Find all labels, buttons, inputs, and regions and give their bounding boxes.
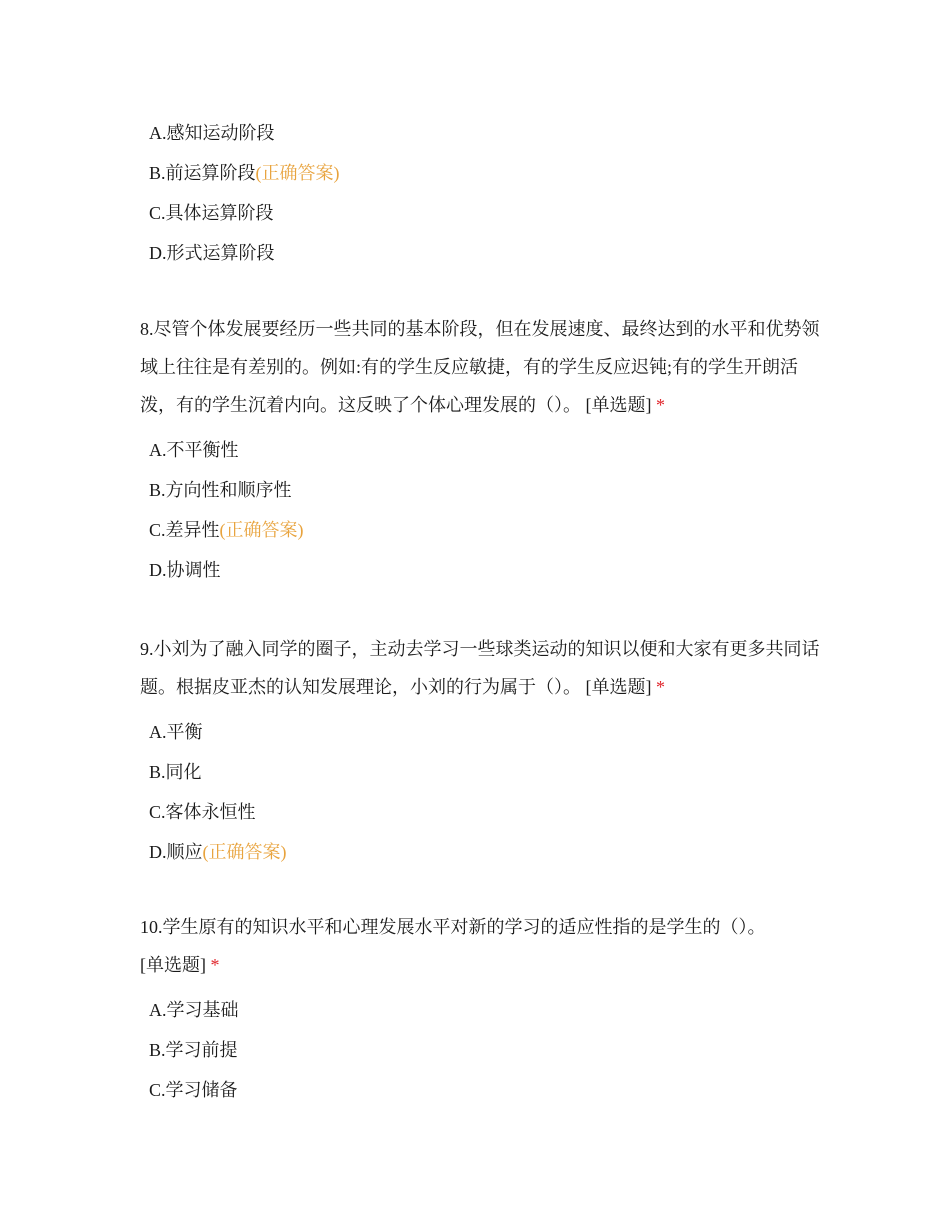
- option-label: B.学习前提: [149, 1040, 238, 1060]
- option-label: C.学习储备: [149, 1080, 238, 1100]
- option-label: C.客体永恒性: [149, 802, 256, 822]
- option-label: B.前运算阶段: [149, 163, 256, 183]
- question-10-option-b[interactable]: [140, 1030, 820, 1070]
- question-stem: 10.学生原有的知识水平和心理发展水平对新的学习的适应性指的是学生的（）。: [140, 917, 766, 937]
- question-type-tag: [单选题]: [585, 677, 652, 697]
- question-8-option-b[interactable]: [140, 470, 820, 510]
- question-7-options: [140, 113, 820, 273]
- question-9-block: [140, 630, 820, 872]
- option-label: A.不平衡性: [149, 440, 239, 460]
- correct-answer-note: (正确答案): [255, 163, 340, 183]
- required-star: *: [656, 677, 665, 697]
- option-label: C.差异性: [149, 520, 220, 540]
- question-8-text: [140, 310, 820, 424]
- question-9-option-b[interactable]: [140, 752, 820, 792]
- option-label: D.协调性: [149, 560, 221, 580]
- question-type-tag: [单选题]: [140, 955, 206, 975]
- question-stem: 8.尽管个体发展要经历一些共同的基本阶段，但在发展速度、最终达到的水平和优势领域上往往是有差别的。例如:有的学生反应敏捷，有的学生反应迟钝;有的学生开朗活泼，有的学生沉着内向。这反映了个体心理发展的（）。: [140, 319, 820, 415]
- question-stem: 9.小刘为了融入同学的圈子，主动去学习一些球类运动的知识以便和大家有更多共同话题。根据皮亚杰的认知发展理论，小刘的行为属于（）。: [140, 639, 820, 697]
- question-8-option-c[interactable]: [140, 510, 820, 550]
- question-10-option-a[interactable]: [140, 990, 820, 1030]
- question-9-option-d[interactable]: [140, 832, 820, 872]
- question-9-text: [140, 630, 820, 706]
- question-7-option-a[interactable]: [140, 113, 820, 153]
- required-star: *: [656, 395, 665, 415]
- question-7-option-d[interactable]: [140, 233, 820, 273]
- question-8-options: [140, 430, 820, 590]
- option-label: B.同化: [149, 762, 202, 782]
- required-star: *: [210, 955, 220, 975]
- question-7-block: [140, 113, 820, 273]
- option-label: D.顺应: [149, 842, 203, 862]
- question-10-text: [140, 908, 820, 984]
- question-type-tag: [单选题]: [585, 395, 652, 415]
- question-7-option-c[interactable]: [140, 193, 820, 233]
- question-8-option-a[interactable]: [140, 430, 820, 470]
- question-9-option-c[interactable]: [140, 792, 820, 832]
- option-label: A.感知运动阶段: [149, 123, 275, 143]
- question-10-options: [140, 990, 820, 1110]
- option-label: A.平衡: [149, 722, 203, 742]
- option-label: C.具体运算阶段: [149, 203, 274, 223]
- correct-answer-note: (正确答案): [202, 842, 287, 862]
- question-8-option-d[interactable]: [140, 550, 820, 590]
- correct-answer-note: (正确答案): [219, 520, 304, 540]
- option-label: D.形式运算阶段: [149, 243, 275, 263]
- question-7-option-b[interactable]: [140, 153, 820, 193]
- question-9-options: [140, 712, 820, 872]
- question-9-option-a[interactable]: [140, 712, 820, 752]
- option-label: A.学习基础: [149, 1000, 239, 1020]
- question-8-block: [140, 310, 820, 590]
- option-label: B.方向性和顺序性: [149, 480, 292, 500]
- question-10-option-c[interactable]: [140, 1070, 820, 1110]
- question-10-block: [140, 908, 820, 1110]
